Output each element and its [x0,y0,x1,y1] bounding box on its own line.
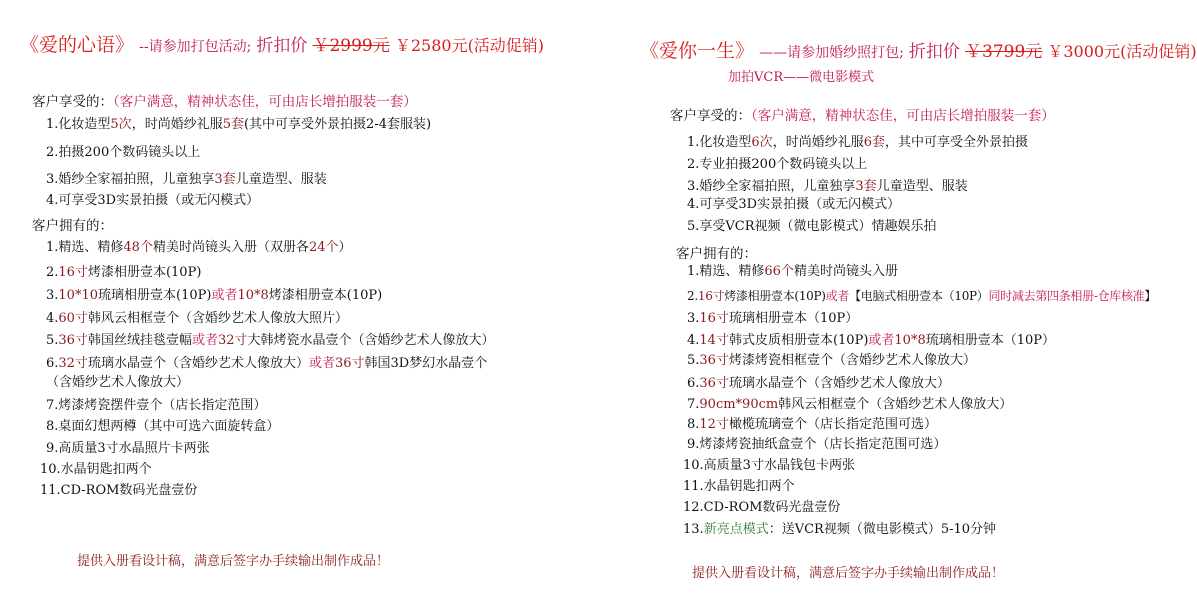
item-text: 2. [687,289,698,303]
item-text: 8. [687,417,700,432]
item-highlight: 24个 [308,240,339,255]
item-text: 9.高质量3寸水晶照片卡两张 [46,441,210,456]
list-item [683,479,795,495]
item-text: 琉璃相册壹本（10P） [925,333,1056,348]
item-text: 韩国丝绒挂毯壹幅 [87,333,192,348]
list-item [687,288,1156,304]
enjoy-heading-text: 客户享受的： [670,108,751,124]
item-text: 5. [687,353,700,368]
item-text: 7.烤漆烤瓷摆件壹个（店长指定范围） [46,398,267,413]
item-text: 琉璃相册壹本（10P） [728,311,859,326]
item-text: 韩国3D梦幻水晶壹个 [364,356,488,371]
footer-note: 提供入册看设计稿，满意后签字办手续输出制作成品！ [692,566,1005,581]
item-highlight: 14寸 [699,333,729,348]
item-text: ，时尚婚纱礼服 [131,117,223,132]
item-text: 韩式皮质相册壹本(10P) [728,333,869,348]
list-item [46,398,266,414]
list-item [687,197,900,213]
sale-price: ￥2580元(活动促销) [394,36,545,55]
item-highlight: 60寸 [58,311,88,326]
list-item [46,356,487,372]
item-highlight: 10*8 [237,288,269,303]
subtitle: 加拍VCR——微电影模式 [728,70,875,85]
item-highlight: 36寸 [58,333,88,348]
list-item [687,264,898,280]
item-highlight: 6次 [751,135,773,150]
item-text: ，时尚婚纱礼服 [772,135,864,150]
discount-label: 折扣价 [908,42,960,62]
item-text: 5. [46,333,59,348]
enjoy-heading [670,104,1055,124]
item-or: 或者 [191,333,218,348]
item-text: 2. [46,265,59,280]
list-item [687,135,1028,151]
item-text: 10.水晶钥匙扣两个 [40,462,152,477]
item-highlight: 32寸 [217,333,248,348]
list-item [687,397,1012,413]
enjoy-note: （客户满意，精神状态佳，可由店长增拍服装一套） [751,108,1055,124]
enjoy-heading [32,90,417,110]
list-item [687,353,976,369]
list-item [683,522,996,538]
list-item [46,145,200,161]
item-text: 儿童造型、服装 [876,179,968,194]
package-title-line [20,30,544,57]
item-highlight: 12寸 [699,417,729,432]
item-highlight: 32寸 [58,356,88,371]
item-text: 4. [687,333,700,348]
package-name: 《爱你一生》 [640,40,755,62]
list-item [687,157,867,173]
item-text: 烤漆烤瓷相框壹个（含婚纱艺术人像放大） [728,353,976,368]
item-text: 7. [687,397,700,412]
list-item [46,240,352,256]
list-item [687,311,858,327]
item-text: 橄榄琉璃壹个（店长指定范围可选） [728,417,937,432]
footer-note: 提供入册看设计稿，满意后签字办手续输出制作成品！ [77,554,390,569]
item-highlight: 10*8 [894,333,926,348]
list-item [40,483,197,499]
item-text: 5.享受VCR视频（微电影模式）情趣娱乐拍 [687,219,937,234]
list-item [687,179,968,195]
item-text: 11.CD-ROM数码光盘壹份 [40,483,198,498]
package-name: 《爱的心语》 [20,34,135,56]
item-text: 9.烤漆烤瓷抽纸盒壹个（店长指定范围可选） [687,437,947,452]
original-price: ￥3799元 [965,42,1043,62]
item-text: 3.婚纱全家福拍照，儿童独享 [687,179,856,194]
item-text: 琉璃水晶壹个（含婚纱艺术人像放大） [87,356,309,371]
item-text: 琉璃水晶壹个（含婚纱艺术人像放大） [728,376,950,391]
item-or: 或者 [825,289,850,303]
item-text: 3. [687,311,700,326]
item-highlight: 6套 [863,135,885,150]
list-item [46,288,382,304]
item-text: 1.化妆造型 [46,117,111,132]
item-text: 13. [683,522,704,537]
list-item [687,437,946,453]
list-item [46,265,201,281]
item-highlight: 新亮点模式 [703,522,769,537]
item-text: ：送VCR视频（微电影模式）5-10分钟 [768,522,997,537]
list-item [683,500,840,516]
item-text: 2.拍摄200个数码镜头以上 [46,145,201,160]
item-highlight: 16寸 [699,311,729,326]
item-highlight: 10*10 [58,288,98,303]
item-text: 6. [687,376,700,391]
item-highlight: 36寸 [699,353,729,368]
list-item [46,193,259,209]
item-text: 12.CD-ROM数码光盘壹份 [683,500,841,515]
item-highlight: 36寸 [699,376,729,391]
item-text: （含婚纱艺术人像放大） [46,375,190,390]
list-item [46,117,431,133]
item-highlight: 5次 [110,117,132,132]
item-text: 8.桌面幻想两樽（其中可选六面旋转盒） [46,419,280,434]
item-text: 11.水晶钥匙扣两个 [683,479,795,494]
item-highlight: 48个 [123,240,153,255]
item-text: 1.精选、精修 [687,264,765,279]
item-or: 或者 [211,288,238,303]
list-item [46,419,279,435]
item-highlight: 66个 [764,264,794,279]
item-text: 10.高质量3寸水晶钱包卡两张 [683,458,855,473]
own-heading: 客户拥有的： [32,218,113,234]
list-item [40,462,152,478]
own-heading: 客户拥有的： [676,246,757,262]
item-highlight: 5套 [222,117,244,132]
promo-text: ——请参加婚纱照打包; [759,45,904,61]
item-highlight: 16寸 [697,289,725,303]
list-item [46,311,348,327]
sale-price: ￥3000元(活动促销) [1047,42,1197,61]
list-item [687,219,937,235]
item-text: 3. [46,288,59,303]
item-text: 1.化妆造型 [687,135,752,150]
item-highlight: 3套 [855,179,877,194]
item-highlight: 90cm*90cm [699,397,779,412]
item-text: 韩风云相框壹个（含婚纱艺术人像放大） [778,397,1013,412]
item-text: 韩风云相框壹个（含婚纱艺术人像放大照片） [87,311,348,326]
item-text: 2.专业拍摄200个数码镜头以上 [687,157,868,172]
item-text: 4. [46,311,59,326]
discount-label: 折扣价 [256,36,308,56]
list-item [46,172,327,188]
promo-text: --请参加打包活动; [139,39,252,55]
item-text: 精美时尚镜头入册（双册各 [152,240,309,255]
enjoy-heading-text: 客户享受的： [32,94,113,110]
item-or: 或者 [308,356,335,371]
item-text: 】 [1144,289,1157,303]
item-text: 烤漆相册壹本(10P) [87,265,202,280]
list-item [687,417,937,433]
item-text: 大韩烤瓷水晶壹个（含婚纱艺术人像放大） [247,333,495,348]
item-text: ） [338,240,352,255]
item-text: 精美时尚镜头入册 [793,264,898,279]
item-text: 琉璃相册壹本(10P) [98,288,212,303]
list-item [46,333,495,349]
item-text: 烤漆相册壹本(10P) [268,288,383,303]
item-highlight: 3套 [214,172,236,187]
item-text: 4.可享受3D实景拍摄（或无闪模式） [46,193,260,208]
enjoy-note: （客户满意，精神状态佳，可由店长增拍服装一套） [113,94,417,110]
item-text: 【电脑式相册壹本（10P） [849,289,989,303]
list-item [687,376,950,392]
item-or: 或者 [868,333,895,348]
item-highlight: 16寸 [58,265,88,280]
item-text: 1.精选、精修 [46,240,124,255]
item-text: 4.可享受3D实景拍摄（或无闪模式） [687,197,901,212]
list-item [683,458,855,474]
item-text: 烤漆相册壹本(10P) [724,289,826,303]
item-text: 儿童造型、服装 [235,172,327,187]
original-price: ￥2999元 [312,36,390,56]
package-title-line [640,36,1197,63]
item-text: (其中可享受外景拍摄2-4套服装) [243,117,432,132]
list-item [46,375,189,391]
list-item [687,333,1055,349]
list-item [46,441,210,457]
item-text: 3.婚纱全家福拍照，儿童独享 [46,172,215,187]
item-highlight: 36寸 [334,356,365,371]
item-note: 同时减去第四条相册-仓库核准 [988,289,1145,303]
item-text: 6. [46,356,59,371]
item-text: ，其中可享受全外景拍摄 [884,135,1028,150]
